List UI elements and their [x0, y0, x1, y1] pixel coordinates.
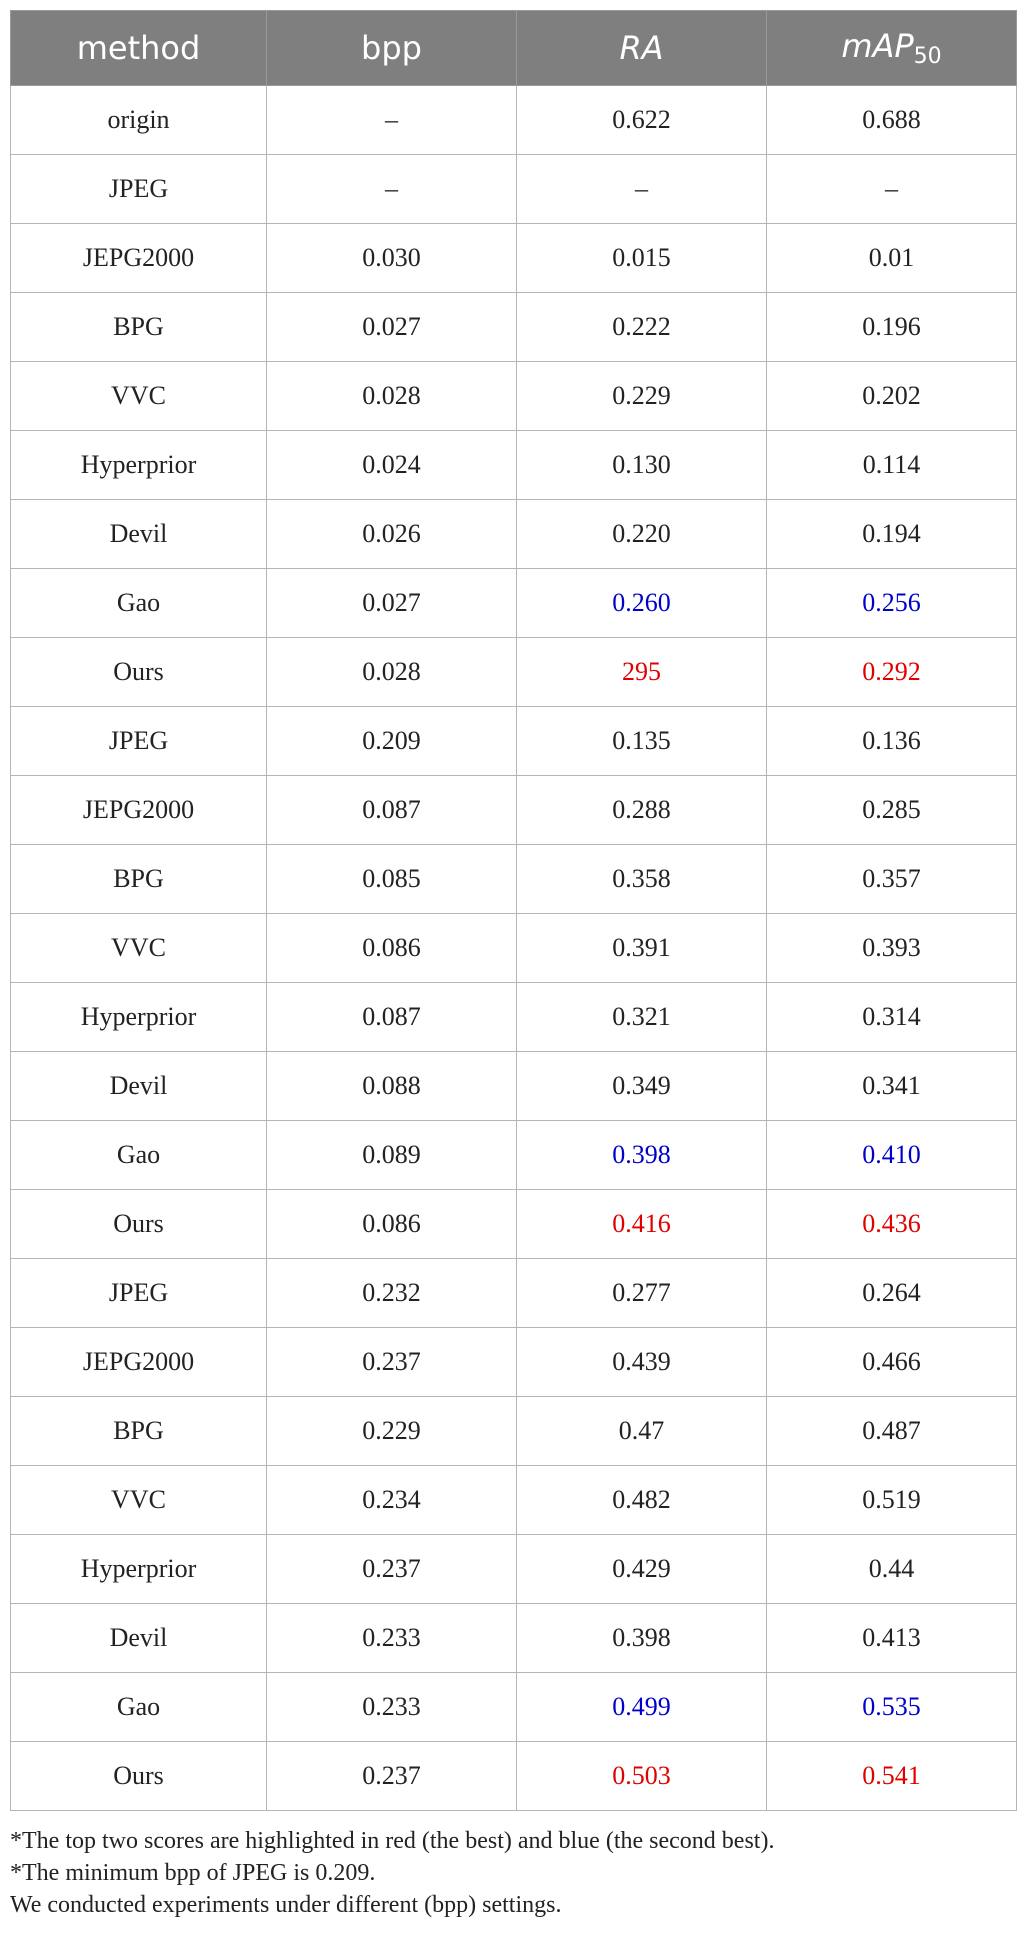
cell-map50: 0.202 — [767, 362, 1017, 431]
cell-ra: 0.391 — [517, 914, 767, 983]
cell-map50: 0.357 — [767, 845, 1017, 914]
cell-map50: 0.264 — [767, 1259, 1017, 1328]
cell-ra: 0.358 — [517, 845, 767, 914]
results-table — [10, 10, 1017, 1811]
cell-bpp: 0.233 — [267, 1604, 517, 1673]
cell-map50: 0.466 — [767, 1328, 1017, 1397]
cell-ra: 0.416 — [517, 1190, 767, 1259]
cell-map50: 0.196 — [767, 293, 1017, 362]
cell-map50: 0.541 — [767, 1742, 1017, 1811]
cell-ra: 0.288 — [517, 776, 767, 845]
cell-bpp: 0.237 — [267, 1535, 517, 1604]
cell-bpp: 0.232 — [267, 1259, 517, 1328]
table-row — [11, 86, 1017, 155]
cell-map50: 0.01 — [767, 224, 1017, 293]
table-row — [11, 1466, 1017, 1535]
cell-map50: 0.519 — [767, 1466, 1017, 1535]
table-row — [11, 1121, 1017, 1190]
header-map50 — [767, 11, 1017, 86]
cell-ra: 0.130 — [517, 431, 767, 500]
cell-ra: 0.229 — [517, 362, 767, 431]
note-bpp-settings: We conducted experiments under different (bpp) settings. — [10, 1892, 562, 1918]
cell-map50: 0.44 — [767, 1535, 1017, 1604]
cell-method: JEPG2000 — [11, 224, 267, 293]
table-row — [11, 362, 1017, 431]
cell-bpp: 0.030 — [267, 224, 517, 293]
cell-bpp: 0.234 — [267, 1466, 517, 1535]
cell-ra: 0.015 — [517, 224, 767, 293]
cell-method: Ours — [11, 1742, 267, 1811]
cell-method: VVC — [11, 914, 267, 983]
cell-map50: 0.413 — [767, 1604, 1017, 1673]
cell-method: JPEG — [11, 1259, 267, 1328]
cell-bpp: 0.088 — [267, 1052, 517, 1121]
table-row — [11, 1673, 1017, 1742]
cell-method: JPEG — [11, 155, 267, 224]
table-row — [11, 914, 1017, 983]
cell-bpp: – — [267, 86, 517, 155]
table-row — [11, 1052, 1017, 1121]
header-map-subscript: 50 — [913, 44, 942, 69]
note-jpeg-min-bpp: *The minimum bpp of JPEG is 0.209. — [10, 1860, 376, 1886]
table-row — [11, 1742, 1017, 1811]
table-row — [11, 1604, 1017, 1673]
cell-method: Hyperprior — [11, 983, 267, 1052]
table-row — [11, 983, 1017, 1052]
cell-bpp: 0.028 — [267, 362, 517, 431]
cell-bpp: 0.229 — [267, 1397, 517, 1466]
cell-bpp: – — [267, 155, 517, 224]
cell-bpp: 0.237 — [267, 1742, 517, 1811]
cell-map50: 0.410 — [767, 1121, 1017, 1190]
table-row — [11, 1259, 1017, 1328]
cell-map50: 0.393 — [767, 914, 1017, 983]
cell-ra: 0.135 — [517, 707, 767, 776]
cell-method: JEPG2000 — [11, 1328, 267, 1397]
note-highlight: *The top two scores are highlighted in red (the best) and blue (the second best). — [10, 1828, 775, 1854]
table-row — [11, 707, 1017, 776]
cell-method: Ours — [11, 638, 267, 707]
cell-map50: 0.688 — [767, 86, 1017, 155]
table-row — [11, 1535, 1017, 1604]
cell-bpp: 0.028 — [267, 638, 517, 707]
cell-ra: 0.222 — [517, 293, 767, 362]
cell-method: Hyperprior — [11, 1535, 267, 1604]
cell-method: Ours — [11, 1190, 267, 1259]
cell-method: Gao — [11, 1121, 267, 1190]
cell-ra: 295 — [517, 638, 767, 707]
cell-ra: 0.220 — [517, 500, 767, 569]
cell-bpp: 0.233 — [267, 1673, 517, 1742]
cell-bpp: 0.237 — [267, 1328, 517, 1397]
header-ra: RA — [517, 11, 767, 86]
table-row — [11, 431, 1017, 500]
table-row — [11, 1328, 1017, 1397]
header-bpp: bpp — [267, 11, 517, 86]
cell-bpp: 0.209 — [267, 707, 517, 776]
cell-bpp: 0.024 — [267, 431, 517, 500]
cell-ra: 0.503 — [517, 1742, 767, 1811]
cell-map50: 0.114 — [767, 431, 1017, 500]
cell-ra: 0.47 — [517, 1397, 767, 1466]
cell-map50: 0.314 — [767, 983, 1017, 1052]
cell-ra: 0.622 — [517, 86, 767, 155]
cell-method: Devil — [11, 1052, 267, 1121]
cell-bpp: 0.085 — [267, 845, 517, 914]
cell-method: Devil — [11, 500, 267, 569]
table-row — [11, 224, 1017, 293]
cell-bpp: 0.086 — [267, 914, 517, 983]
cell-method: Gao — [11, 569, 267, 638]
results-table-container — [10, 10, 1016, 1921]
cell-map50: 0.256 — [767, 569, 1017, 638]
cell-ra: 0.349 — [517, 1052, 767, 1121]
header-method: method — [11, 11, 267, 86]
cell-map50: 0.194 — [767, 500, 1017, 569]
table-row — [11, 1397, 1017, 1466]
cell-ra: 0.277 — [517, 1259, 767, 1328]
cell-ra: 0.482 — [517, 1466, 767, 1535]
cell-method: JPEG — [11, 707, 267, 776]
cell-bpp: 0.027 — [267, 293, 517, 362]
table-row — [11, 293, 1017, 362]
header-map-label: mAP — [841, 27, 914, 65]
table-row — [11, 776, 1017, 845]
table-row — [11, 500, 1017, 569]
cell-bpp: 0.027 — [267, 569, 517, 638]
cell-ra: 0.398 — [517, 1604, 767, 1673]
cell-method: Devil — [11, 1604, 267, 1673]
table-header — [11, 11, 1017, 86]
cell-method: JEPG2000 — [11, 776, 267, 845]
cell-bpp: 0.087 — [267, 983, 517, 1052]
cell-ra: 0.429 — [517, 1535, 767, 1604]
cell-method: VVC — [11, 362, 267, 431]
cell-ra: 0.321 — [517, 983, 767, 1052]
table-row — [11, 155, 1017, 224]
cell-method: Gao — [11, 1673, 267, 1742]
cell-method: Hyperprior — [11, 431, 267, 500]
cell-ra: 0.499 — [517, 1673, 767, 1742]
cell-map50: 0.535 — [767, 1673, 1017, 1742]
cell-method: origin — [11, 86, 267, 155]
cell-bpp: 0.089 — [267, 1121, 517, 1190]
cell-map50: – — [767, 155, 1017, 224]
cell-map50: 0.436 — [767, 1190, 1017, 1259]
table-row — [11, 845, 1017, 914]
cell-map50: 0.285 — [767, 776, 1017, 845]
table-row — [11, 638, 1017, 707]
cell-bpp: 0.026 — [267, 500, 517, 569]
cell-method: BPG — [11, 845, 267, 914]
table-row — [11, 569, 1017, 638]
cell-ra: 0.260 — [517, 569, 767, 638]
table-body — [11, 86, 1017, 1811]
cell-ra: 0.439 — [517, 1328, 767, 1397]
table-row — [11, 1190, 1017, 1259]
cell-method: VVC — [11, 1466, 267, 1535]
cell-ra: – — [517, 155, 767, 224]
cell-map50: 0.136 — [767, 707, 1017, 776]
cell-map50: 0.341 — [767, 1052, 1017, 1121]
cell-ra: 0.398 — [517, 1121, 767, 1190]
cell-map50: 0.292 — [767, 638, 1017, 707]
cell-bpp: 0.086 — [267, 1190, 517, 1259]
table-notes — [10, 1825, 1016, 1921]
cell-method: BPG — [11, 1397, 267, 1466]
cell-map50: 0.487 — [767, 1397, 1017, 1466]
cell-method: BPG — [11, 293, 267, 362]
cell-bpp: 0.087 — [267, 776, 517, 845]
header-row — [11, 11, 1017, 86]
